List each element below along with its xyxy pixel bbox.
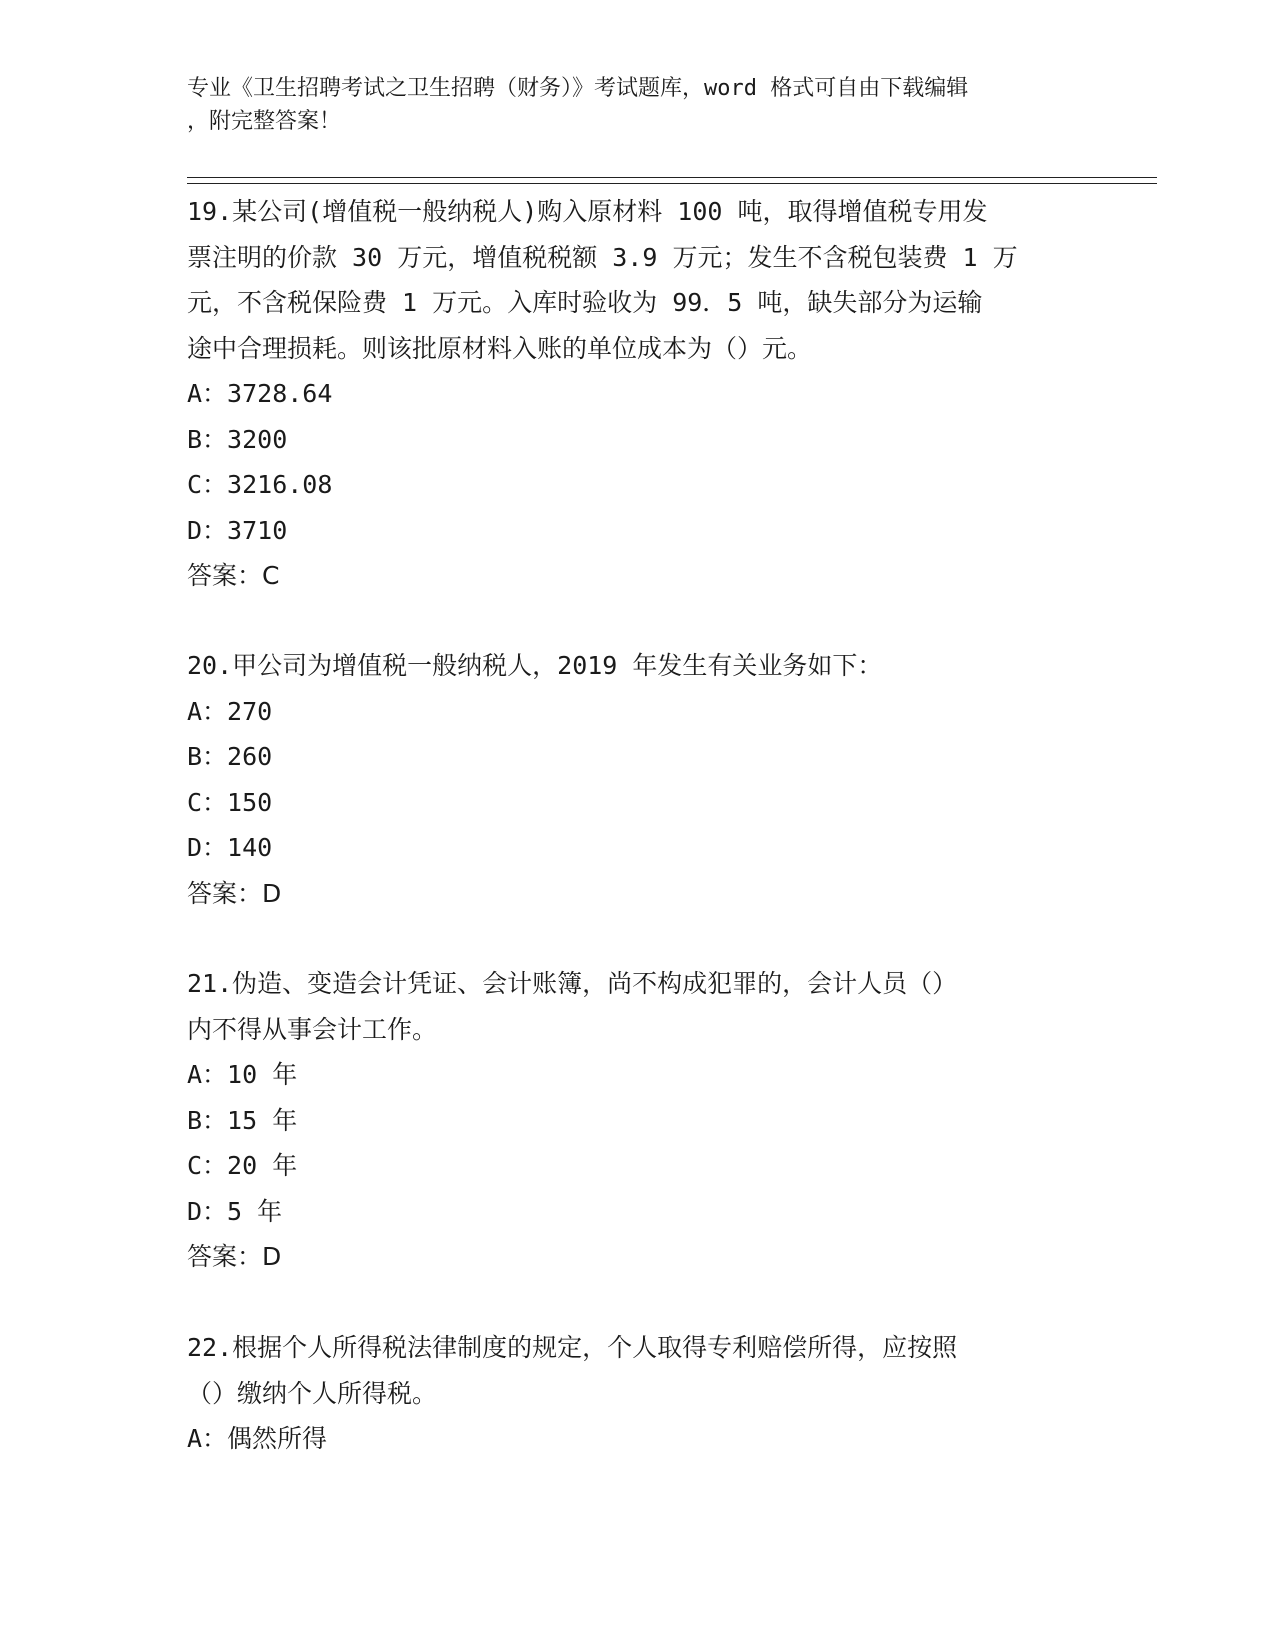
option-a: A：10 年 xyxy=(187,1060,298,1089)
option-c: C：3216.08 xyxy=(187,470,333,499)
option-d: D：140 xyxy=(187,833,273,862)
answer: 答案：D xyxy=(187,878,282,908)
option-b: B：260 xyxy=(187,742,273,771)
question-text-line: 21.伪造、变造会计凭证、会计账簿，尚不构成犯罪的，会计人员（） xyxy=(187,969,958,998)
question-text-line: 19.某公司(增值税一般纳税人)购入原材料 100 吨，取得增值税专用发 xyxy=(187,197,988,226)
question-21 xyxy=(187,961,1087,1280)
question-text-line: 元，不含税保险费 1 万元。入库时验收为 99．5 吨，缺失部分为运输 xyxy=(187,288,983,317)
option-a: A：3728.64 xyxy=(187,379,333,408)
header-line-1: 专业《卫生招聘考试之卫生招聘（财务）》考试题库，word 格式可自由下载编辑 xyxy=(187,76,969,101)
question-text-line: （）缴纳个人所得税。 xyxy=(187,1378,438,1408)
question-19 xyxy=(187,189,1087,599)
document-header xyxy=(187,72,1087,138)
option-c: C：20 年 xyxy=(187,1151,298,1180)
header-divider-top xyxy=(187,177,1157,178)
header-line-2: ，附完整答案！ xyxy=(187,109,342,134)
option-c: C：150 xyxy=(187,787,273,817)
option-a: A：偶然所得 xyxy=(187,1424,328,1453)
question-text-line: 22.根据个人所得税法律制度的规定，个人取得专利赔偿所得，应按照 xyxy=(187,1333,958,1362)
option-a: A：270 xyxy=(187,696,273,726)
question-text-line: 20.甲公司为增值税一般纳税人，2019 年发生有关业务如下： xyxy=(187,651,883,680)
option-b: B：15 年 xyxy=(187,1105,298,1135)
question-text-line: 内不得从事会计工作。 xyxy=(187,1014,438,1044)
question-20 xyxy=(187,643,1087,916)
answer: 答案：D xyxy=(187,1242,282,1271)
option-d: D：3710 xyxy=(187,515,288,545)
question-22 xyxy=(187,1325,1087,1462)
answer: 答案：C xyxy=(187,561,280,590)
option-d: D：5 年 xyxy=(187,1196,283,1226)
question-text-line: 途中合理损耗。则该批原材料入账的单位成本为（）元。 xyxy=(187,333,813,363)
option-b: B：3200 xyxy=(187,424,288,454)
header-divider-bottom xyxy=(187,183,1157,184)
question-text-line: 票注明的价款 30 万元，增值税税额 3.9 万元；发生不含税包装费 1 万 xyxy=(187,242,1018,272)
